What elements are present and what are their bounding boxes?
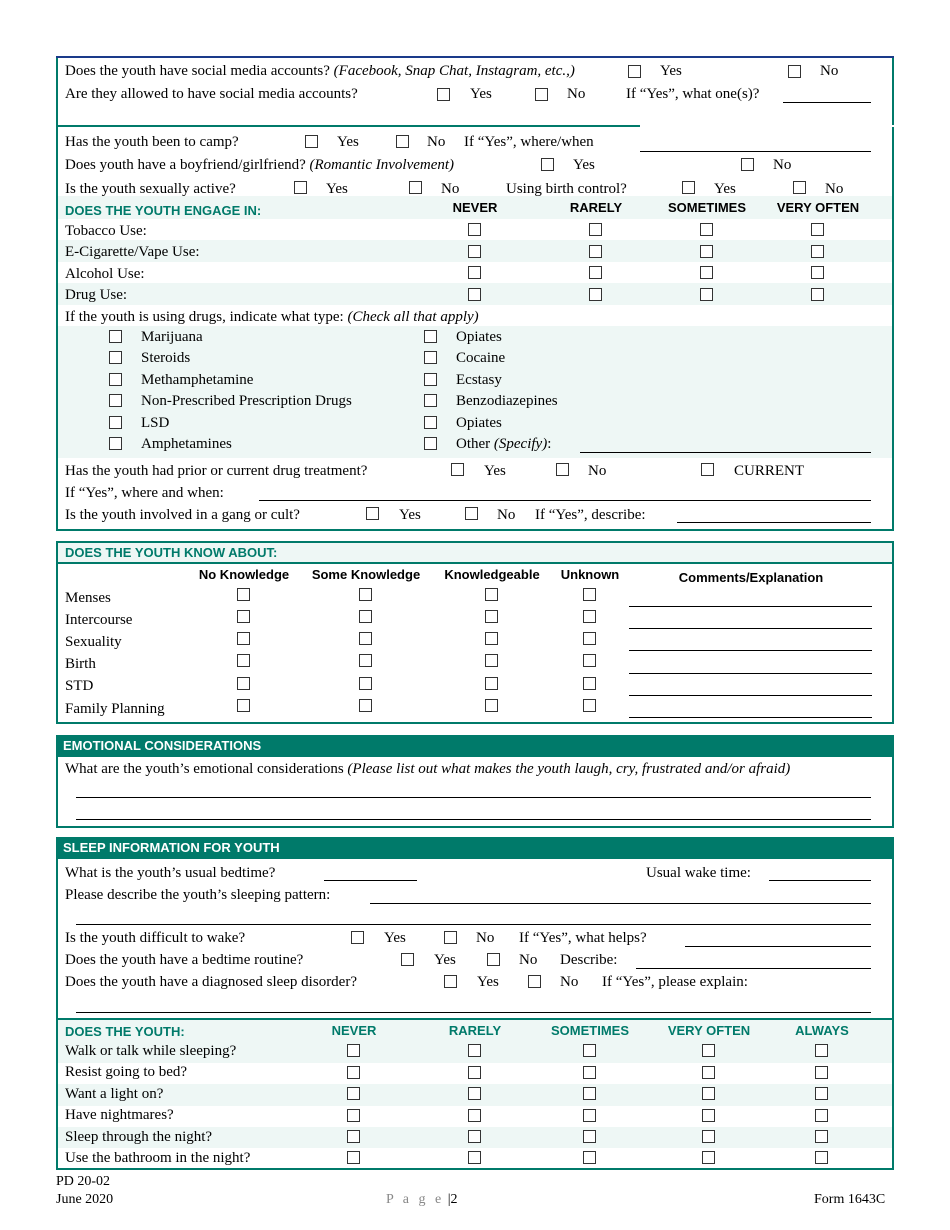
sleep-title: SLEEP INFORMATION FOR YOUTH [56,837,894,859]
yes-label: Yes [573,157,595,173]
drug-option: Non-Prescribed Prescription Drugs [141,393,352,409]
bedtime-input[interactable] [324,880,417,881]
sex-yes-checkbox[interactable] [294,181,307,194]
drug-option: Amphetamines [141,436,232,452]
methamphetamine-checkbox[interactable] [109,373,122,386]
amphetamines-checkbox[interactable] [109,437,122,450]
form-code: PD 20-02 [56,1174,111,1189]
social-media-question: Does the youth have social media accounts? (Facebook, Snap Chat, Instagram, etc.,) [65,63,575,79]
yes-label: Yes [477,974,499,990]
std-some-knowledge-checkbox[interactable] [359,677,372,690]
family-planning-comment-input[interactable] [629,717,872,718]
sexually-active-question: Is the youth sexually active? [65,181,236,197]
yes-label: Yes [399,507,421,523]
resist-sometimes-checkbox[interactable] [583,1066,596,1079]
drug-option: Marijuana [141,329,203,345]
alcohol-sometimes-checkbox[interactable] [700,266,713,279]
intercourse-no-knowledge-checkbox[interactable] [237,610,250,623]
bathroom-sometimes-checkbox[interactable] [583,1151,596,1164]
drug-option: Opiates [456,329,502,345]
helps-label: If “Yes”, what helps? [519,930,647,946]
sleep-through-sometimes-checkbox[interactable] [583,1130,596,1143]
treatment-yes-checkbox[interactable] [451,463,464,476]
sexuality-no-knowledge-checkbox[interactable] [237,632,250,645]
emotional-title: EMOTIONAL CONSIDERATIONS [56,735,894,757]
no-label: No [820,63,839,79]
light-very-often-checkbox[interactable] [702,1087,715,1100]
routine-yes-checkbox[interactable] [401,953,414,966]
non-prescribed-checkbox[interactable] [109,394,122,407]
resist-always-checkbox[interactable] [815,1066,828,1079]
std-no-knowledge-checkbox[interactable] [237,677,250,690]
relationship-yes-checkbox[interactable] [541,158,554,171]
disorder-explain-input[interactable] [76,1012,871,1013]
pattern-input-line-1[interactable] [370,903,871,904]
birth-comment-input[interactable] [629,673,872,674]
vape-never-checkbox[interactable] [468,245,481,258]
drug-option: Benzodiazepines [456,393,558,409]
ecstasy-checkbox[interactable] [424,373,437,386]
topic-label: Menses [65,590,111,606]
intercourse-unknown-checkbox[interactable] [583,610,596,623]
yes-label: Yes [484,463,506,479]
yes-label: Yes [337,134,359,150]
yes-label: Yes [384,930,406,946]
describe-label: Describe: [560,952,618,968]
walk-never-checkbox[interactable] [347,1044,360,1057]
col-comments: Comments/Explanation [678,570,824,585]
lsd-checkbox[interactable] [109,416,122,429]
menses-some-knowledge-checkbox[interactable] [359,588,372,601]
bedtime-question: What is the youth’s usual bedtime? [65,865,276,881]
freq-never: NEVER [452,200,498,215]
routine-describe-input[interactable] [636,968,871,969]
walk-always-checkbox[interactable] [815,1044,828,1057]
sleep-item: Use the bathroom in the night? [65,1150,251,1166]
menses-knowledgeable-checkbox[interactable] [485,588,498,601]
camp-no-checkbox[interactable] [396,135,409,148]
no-label: No [560,974,579,990]
routine-question: Does the youth have a bedtime routine? [65,952,304,968]
camp-question: Has the youth been to camp? [65,134,239,150]
drug-very-often-checkbox[interactable] [811,288,824,301]
drug-never-checkbox[interactable] [468,288,481,301]
family-planning-no-knowledge-checkbox[interactable] [237,699,250,712]
treatment-where-input[interactable] [259,500,871,501]
walk-very-often-checkbox[interactable] [702,1044,715,1057]
sleep-freq-rarely: RARELY [448,1023,502,1038]
resist-never-checkbox[interactable] [347,1066,360,1079]
emotional-input-line-1[interactable] [76,797,871,798]
no-label: No [427,134,446,150]
col-knowledgeable: Knowledgeable [444,567,540,582]
drug-option: Steroids [141,350,191,366]
pattern-input-line-2[interactable] [76,924,871,925]
freq-rarely: RARELY [569,200,623,215]
helps-input[interactable] [685,946,871,947]
birth-control-question: Using birth control? [506,181,627,197]
benzodiazepines-checkbox[interactable] [424,394,437,407]
routine-no-checkbox[interactable] [487,953,500,966]
gang-describe-input[interactable] [677,522,871,523]
tobacco-sometimes-checkbox[interactable] [700,223,713,236]
difficult-yes-checkbox[interactable] [351,931,364,944]
explain-label: If “Yes”, please explain: [602,974,748,990]
sexuality-unknown-checkbox[interactable] [583,632,596,645]
social-no-checkbox[interactable] [788,65,801,78]
know-title: DOES THE YOUTH KNOW ABOUT: [65,545,278,560]
treatment-question: Has the youth had prior or current drug treatment? [65,463,368,479]
yes-label: Yes [326,181,348,197]
intercourse-comment-input[interactable] [629,628,872,629]
light-always-checkbox[interactable] [815,1087,828,1100]
sexuality-knowledgeable-checkbox[interactable] [485,632,498,645]
engage-item: E-Cigarette/Vape Use: [65,244,200,260]
sleep-item: Have nightmares? [65,1107,174,1123]
birth-some-knowledge-checkbox[interactable] [359,654,372,667]
bc-no-checkbox[interactable] [793,181,806,194]
birth-no-knowledge-checkbox[interactable] [237,654,250,667]
sleep-through-never-checkbox[interactable] [347,1130,360,1143]
relationship-question: Does youth have a boyfriend/girlfriend? (Romantic Involvement) [65,157,455,173]
camp-follow-label: If “Yes”, where/when [464,134,594,150]
bathroom-always-checkbox[interactable] [815,1151,828,1164]
freq-very-often: VERY OFTEN [776,200,860,215]
sexuality-some-knowledge-checkbox[interactable] [359,632,372,645]
gang-question: Is the youth involved in a gang or cult? [65,507,300,523]
allowed-question: Are they allowed to have social media accounts? [65,86,358,102]
difficult-wake-question: Is the youth difficult to wake? [65,930,246,946]
wake-question: Usual wake time: [646,865,751,881]
disorder-question: Does the youth have a diagnosed sleep disorder? [65,974,357,990]
nightmares-always-checkbox[interactable] [815,1109,828,1122]
disorder-yes-checkbox[interactable] [444,975,457,988]
intercourse-some-knowledge-checkbox[interactable] [359,610,372,623]
marijuana-checkbox[interactable] [109,330,122,343]
sleep-item: Resist going to bed? [65,1064,188,1080]
divider-gap [640,125,894,127]
drug-rarely-checkbox[interactable] [589,288,602,301]
walk-sometimes-checkbox[interactable] [583,1044,596,1057]
drug-sometimes-checkbox[interactable] [700,288,713,301]
sleep-through-always-checkbox[interactable] [815,1130,828,1143]
bc-yes-checkbox[interactable] [682,181,695,194]
divider [56,562,894,564]
drug-option: Ecstasy [456,372,502,388]
other-drug-input[interactable] [580,452,871,453]
pattern-question: Please describe the youth’s sleeping pattern: [65,887,331,903]
drug-option: LSD [141,415,170,431]
emotional-input-line-2[interactable] [76,819,871,820]
sleep-item: Want a light on? [65,1086,164,1102]
no-label: No [588,463,607,479]
topic-label: Family Planning [65,701,165,717]
col-unknown: Unknown [560,567,620,582]
no-label: No [441,181,460,197]
bathroom-rarely-checkbox[interactable] [468,1151,481,1164]
gang-no-checkbox[interactable] [465,507,478,520]
light-sometimes-checkbox[interactable] [583,1087,596,1100]
sleep-freq-very-often: VERY OFTEN [667,1023,751,1038]
topic-label: Intercourse [65,612,133,628]
nightmares-never-checkbox[interactable] [347,1109,360,1122]
sleep-through-very-often-checkbox[interactable] [702,1130,715,1143]
intercourse-knowledgeable-checkbox[interactable] [485,610,498,623]
treatment-no-checkbox[interactable] [556,463,569,476]
topic-label: STD [65,678,94,694]
menses-unknown-checkbox[interactable] [583,588,596,601]
birth-unknown-checkbox[interactable] [583,654,596,667]
opiates-2-checkbox[interactable] [424,416,437,429]
alcohol-never-checkbox[interactable] [468,266,481,279]
drug-option: Opiates [456,415,502,431]
std-knowledgeable-checkbox[interactable] [485,677,498,690]
bathroom-very-often-checkbox[interactable] [702,1151,715,1164]
camp-where-input[interactable] [640,151,871,152]
engage-item: Tobacco Use: [65,223,147,239]
other-drug-checkbox[interactable] [424,437,437,450]
camp-yes-checkbox[interactable] [305,135,318,148]
relationship-no-checkbox[interactable] [741,158,754,171]
allowed-no-checkbox[interactable] [535,88,548,101]
walk-rarely-checkbox[interactable] [468,1044,481,1057]
topic-label: Sexuality [65,634,122,650]
sleep-freq-sometimes: SOMETIMES [550,1023,630,1038]
does-title: DOES THE YOUTH: [65,1024,185,1039]
no-label: No [519,952,538,968]
sleep-item: Walk or talk while sleeping? [65,1043,237,1059]
which-question: If “Yes”, what one(s)? [626,86,760,102]
allowed-yes-checkbox[interactable] [437,88,450,101]
gang-yes-checkbox[interactable] [366,507,379,520]
nightmares-sometimes-checkbox[interactable] [583,1109,596,1122]
engage-item: Drug Use: [65,287,128,303]
where-when-label: If “Yes”, where and when: [65,485,224,501]
current-label: CURRENT [734,463,805,479]
opiates-checkbox[interactable] [424,330,437,343]
sex-no-checkbox[interactable] [409,181,422,194]
vape-rarely-checkbox[interactable] [589,245,602,258]
disorder-no-checkbox[interactable] [528,975,541,988]
form-number: Form 1643C [814,1192,886,1207]
drug-option: Cocaine [456,350,506,366]
sleep-freq-never: NEVER [331,1023,377,1038]
alcohol-very-often-checkbox[interactable] [811,266,824,279]
vape-very-often-checkbox[interactable] [811,245,824,258]
sexuality-comment-input[interactable] [629,650,872,651]
engage-item: Alcohol Use: [65,266,145,282]
std-unknown-checkbox[interactable] [583,677,596,690]
family-planning-unknown-checkbox[interactable] [583,699,596,712]
other-drug-label: Other (Specify): [456,436,552,452]
sleep-through-rarely-checkbox[interactable] [468,1130,481,1143]
treatment-current-checkbox[interactable] [701,463,714,476]
steroids-checkbox[interactable] [109,351,122,364]
no-label: No [773,157,792,173]
no-label: No [825,181,844,197]
drug-type-question: If the youth is using drugs, indicate what type: (Check all that apply) [65,309,479,325]
no-label: No [567,86,586,102]
family-planning-some-knowledge-checkbox[interactable] [359,699,372,712]
col-no-knowledge: No Knowledge [198,567,290,582]
wake-time-input[interactable] [769,880,871,881]
yes-label: Yes [470,86,492,102]
yes-label: Yes [714,181,736,197]
tobacco-never-checkbox[interactable] [468,223,481,236]
sleep-freq-always: ALWAYS [795,1023,849,1038]
yes-label: Yes [434,952,456,968]
form-date: June 2020 [56,1192,114,1207]
page-number: P a g e |2 [386,1192,458,1207]
sleep-item: Sleep through the night? [65,1129,213,1145]
family-planning-knowledgeable-checkbox[interactable] [485,699,498,712]
nightmares-rarely-checkbox[interactable] [468,1109,481,1122]
emotional-question: What are the youth’s emotional considerations (Please list out what makes the youth laugh, cry, frustrated and/or afraid) [65,761,791,777]
col-some-knowledge: Some Knowledge [311,567,421,582]
bathroom-never-checkbox[interactable] [347,1151,360,1164]
topic-label: Birth [65,656,96,672]
no-label: No [497,507,516,523]
tobacco-rarely-checkbox[interactable] [589,223,602,236]
drug-option: Methamphetamine [141,372,254,388]
cocaine-checkbox[interactable] [424,351,437,364]
no-label: No [476,930,495,946]
menses-comment-input[interactable] [629,606,872,607]
top-rule [56,56,894,58]
resist-very-often-checkbox[interactable] [702,1066,715,1079]
engage-title: DOES THE YOUTH ENGAGE IN: [65,203,262,218]
resist-rarely-checkbox[interactable] [468,1066,481,1079]
nightmares-very-often-checkbox[interactable] [702,1109,715,1122]
which-accounts-input[interactable] [783,102,871,103]
light-rarely-checkbox[interactable] [468,1087,481,1100]
light-never-checkbox[interactable] [347,1087,360,1100]
birth-knowledgeable-checkbox[interactable] [485,654,498,667]
gang-describe-label: If “Yes”, describe: [535,507,646,523]
difficult-no-checkbox[interactable] [444,931,457,944]
menses-no-knowledge-checkbox[interactable] [237,588,250,601]
tobacco-very-often-checkbox[interactable] [811,223,824,236]
vape-sometimes-checkbox[interactable] [700,245,713,258]
alcohol-rarely-checkbox[interactable] [589,266,602,279]
std-comment-input[interactable] [629,695,872,696]
social-yes-checkbox[interactable] [628,65,641,78]
yes-label: Yes [660,63,682,79]
freq-sometimes: SOMETIMES [667,200,747,215]
